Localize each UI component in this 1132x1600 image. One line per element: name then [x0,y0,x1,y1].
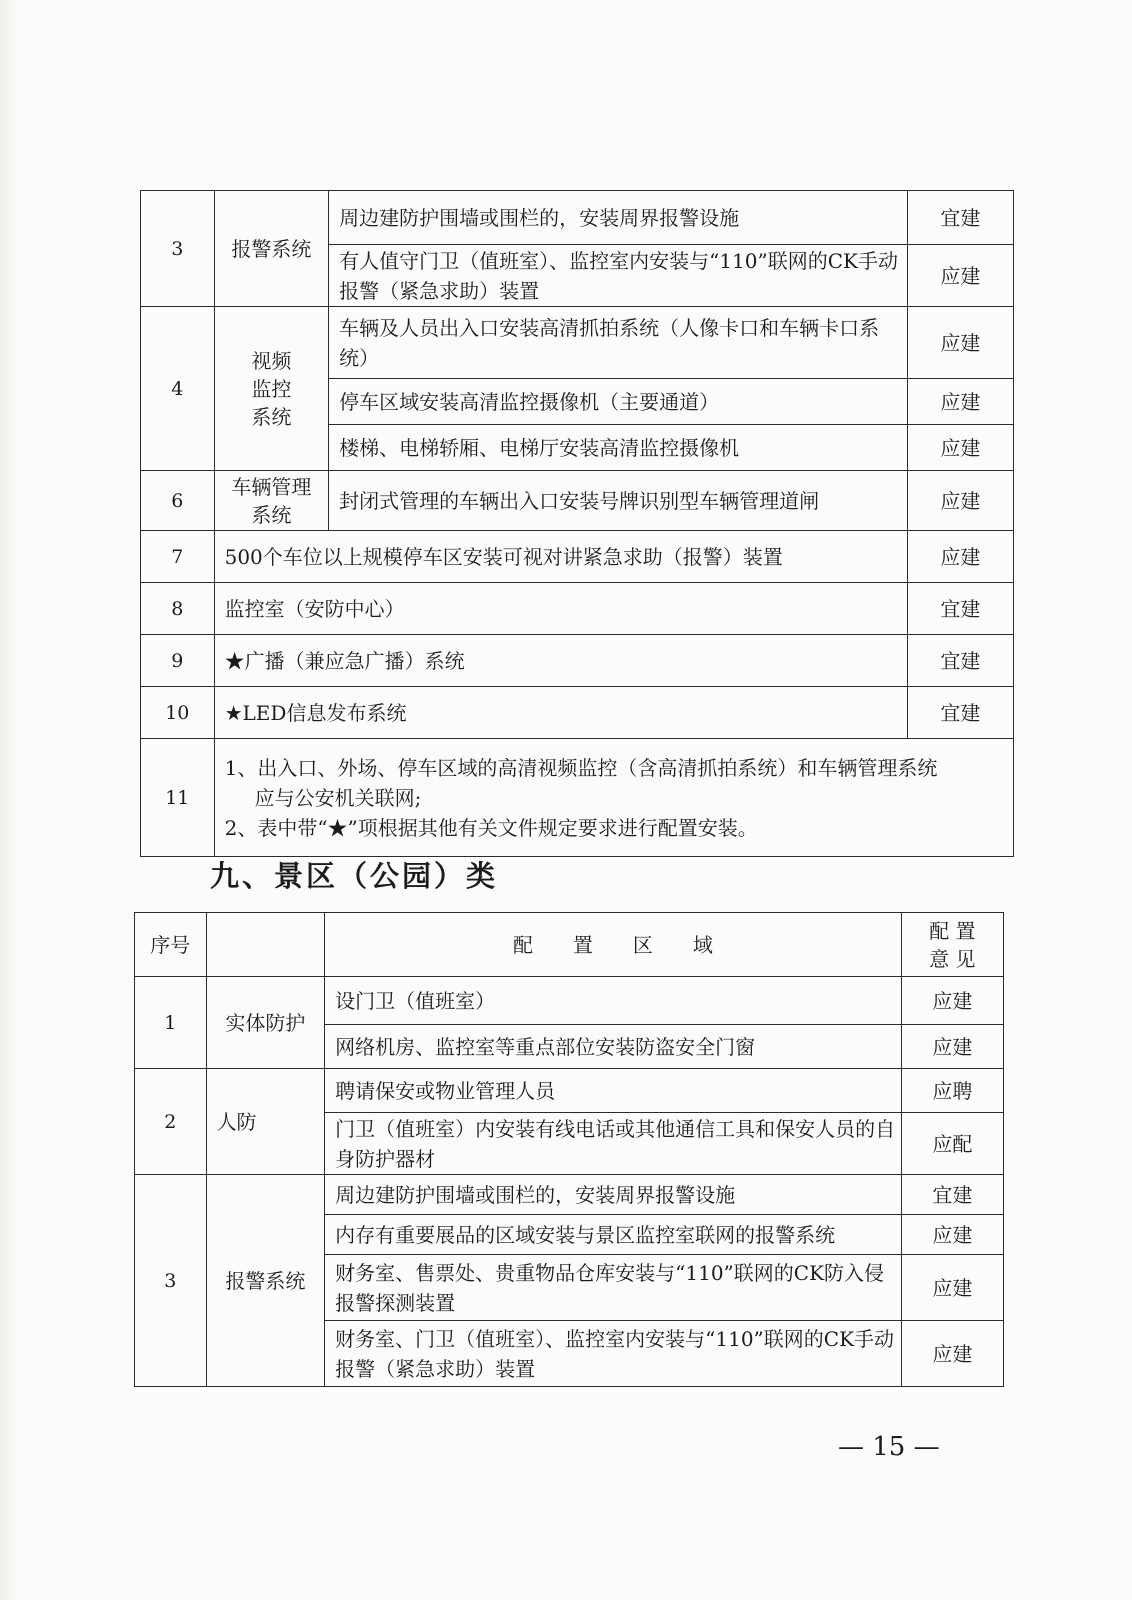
note-1-continued: 应与公安机关联网; [254,785,422,810]
config-item: ★LED信息发布系统 [214,687,907,739]
row-category: 报警系统 [206,1175,325,1387]
row-number: 7 [141,531,215,583]
row-number: 3 [135,1175,207,1387]
table-row [141,635,1014,687]
config-item: 车辆及人员出入口安装高清抓拍系统（人像卡口和车辆卡口系统） [329,307,908,379]
config-item: 财务室、售票处、贵重物品仓库安装与“110”联网的CK防入侵报警探测装置 [325,1255,902,1321]
header-area: 配 置 区 域 [325,913,902,977]
row-number: 2 [135,1069,207,1175]
header-number: 序号 [135,913,207,977]
config-item: 设门卫（值班室） [325,977,902,1025]
note-2: 2、表中带“★”项根据其他有关文件规定要求进行配置安装。 [224,815,758,840]
config-item: 财务室、门卫（值班室）、监控室内安装与“110”联网的CK手动报警（紧急求助）装置 [325,1321,902,1387]
note-1: 1、出入口、外场、停车区域的高清视频监控（含高清抓拍系统）和车辆管理系统 [224,755,938,780]
config-item: 周边建防护围墙或围栏的，安装周界报警设施 [325,1175,902,1215]
row-number: 11 [141,739,215,857]
table-row [141,583,1014,635]
config-opinion: 应建 [907,245,1013,307]
row-number: 10 [141,687,215,739]
config-opinion: 宜建 [901,1175,1003,1215]
page-number: — 15 — [838,1432,940,1462]
page-edge-shadow [0,0,18,1600]
table-row [141,531,1014,583]
row-number: 8 [141,583,215,635]
table-row [141,739,1014,857]
config-opinion: 宜建 [907,687,1013,739]
config-opinion: 应建 [901,1321,1003,1387]
row-category: 报警系统 [214,191,328,307]
config-item: 楼梯、电梯轿厢、电梯厅安装高清监控摄像机 [329,425,908,471]
row-number: 3 [141,191,215,307]
config-opinion: 宜建 [907,191,1013,245]
row-category: 车辆管理系统 [214,471,328,531]
config-item: 周边建防护围墙或围栏的，安装周界报警设施 [329,191,908,245]
config-item: 内存有重要展品的区域安装与景区监控室联网的报警系统 [325,1215,902,1255]
config-item: 网络机房、监控室等重点部位安装防盗安全门窗 [325,1025,902,1069]
row-number: 4 [141,307,215,471]
row-number: 9 [141,635,215,687]
config-opinion: 应建 [907,531,1013,583]
table-row [141,307,1014,379]
config-opinion: 应建 [907,471,1013,531]
config-opinion: 应建 [901,977,1003,1025]
row-category: 视频监控系统 [214,307,328,471]
table-row [135,1069,1004,1113]
config-item: 门卫（值班室）内安装有线电话或其他通信工具和保安人员的自身防护器材 [325,1113,902,1175]
config-opinion: 应建 [907,425,1013,471]
row-number: 6 [141,471,215,531]
scenic-area-config-table [134,912,1004,1387]
config-opinion: 应建 [907,307,1013,379]
table-header-row [135,913,1004,977]
header-opinion-line2: 意 见 [929,946,976,971]
table-row [135,1175,1004,1215]
config-item: 有人值守门卫（值班室）、监控室内安装与“110”联网的CK手动报警（紧急求助）装置 [329,245,908,307]
config-opinion: 宜建 [907,635,1013,687]
config-opinion: 应聘 [901,1069,1003,1113]
config-item: 停车区域安装高清监控摄像机（主要通道） [329,379,908,425]
row-number: 1 [135,977,207,1069]
table-notes [214,739,1013,857]
config-item: 封闭式管理的车辆出入口安装号牌识别型车辆管理道闸 [329,471,908,531]
config-opinion: 应建 [901,1255,1003,1321]
config-opinion: 宜建 [907,583,1013,635]
config-item: 聘请保安或物业管理人员 [325,1069,902,1113]
config-opinion: 应配 [901,1113,1003,1175]
security-config-table-continued [140,190,1014,857]
config-item: 监控室（安防中心） [214,583,907,635]
config-item: 500个车位以上规模停车区安装可视对讲紧急求助（报警）装置 [214,531,907,583]
config-opinion: 应建 [901,1215,1003,1255]
table-row [141,471,1014,531]
header-category [206,913,325,977]
section-title: 九、景区（公园）类 [210,859,499,893]
header-opinion [901,913,1003,977]
config-opinion: 应建 [901,1025,1003,1069]
config-opinion: 应建 [907,379,1013,425]
table-row [135,977,1004,1025]
row-category: 实体防护 [206,977,325,1069]
row-category: 人防 [206,1069,325,1175]
table-row [141,687,1014,739]
config-item: ★广播（兼应急广播）系统 [214,635,907,687]
table-row [141,191,1014,245]
header-opinion-line1: 配 置 [929,918,976,943]
